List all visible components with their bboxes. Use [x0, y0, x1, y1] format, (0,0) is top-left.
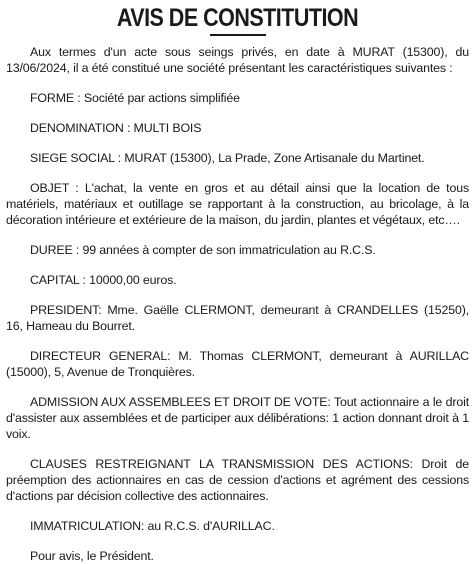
denomination-paragraph: DENOMINATION : MULTI BOIS — [30, 121, 202, 135]
duree-paragraph: DUREE : 99 années à compter de son immatriculation au R.C.S. — [30, 243, 376, 257]
directeur-general-paragraph: DIRECTEUR GENERAL: M. Thomas CLERMONT, demeurant à AURILLAC (15000), 5, Avenue de Tronquières. — [6, 349, 469, 379]
signature-paragraph: Pour avis, le Président. — [30, 549, 154, 563]
objet-paragraph: OBJET : L'achat, la vente en gros et au détail ainsi que la location de tous matériels, matériaux et outillage se rapportant à la construction, au bricolage, à la décoration intérieure et extérieure de la maison, du jardin, plantes et végétaux, etc…. — [6, 181, 469, 227]
president-paragraph: PRESIDENT: Mme. Gaëlle CLERMONT, demeurant à CRANDELLES (15250), 16, Hameau du Bourret. — [6, 303, 469, 333]
admission-assemblees-paragraph: ADMISSION AUX ASSEMBLEES ET DROIT DE VOTE: Tout actionnaire a le droit d'assister aux assemblées et de participer aux délibérations: 1 action donnant droit à 1 voix. — [6, 395, 469, 441]
notice-title: AVIS DE CONSTITUTION — [116, 4, 359, 32]
forme-paragraph: FORME : Société par actions simplifiée — [30, 91, 240, 105]
siege-social-paragraph: SIEGE SOCIAL : MURAT (15300), La Prade, Zone Artisanale du Martinet. — [30, 151, 425, 165]
clauses-transmission-paragraph: CLAUSES RESTREIGNANT LA TRANSMISSION DES ACTIONS: Droit de préemption des actionnaires en cas de cession d'actions et agrément des cessions d'actions par décision collective des actionnaires. — [6, 457, 469, 503]
immatriculation-paragraph: IMMATRICULATION: au R.C.S. d'AURILLAC. — [30, 519, 275, 533]
title-underline-rule — [210, 34, 266, 36]
intro-paragraph: Aux termes d'un acte sous seings privés, en date à MURAT (15300), du 13/06/2024, il a été constitué une société présentant les caractéristiques suivantes : — [6, 45, 469, 75]
capital-paragraph: CAPITAL : 10000,00 euros. — [30, 273, 177, 287]
